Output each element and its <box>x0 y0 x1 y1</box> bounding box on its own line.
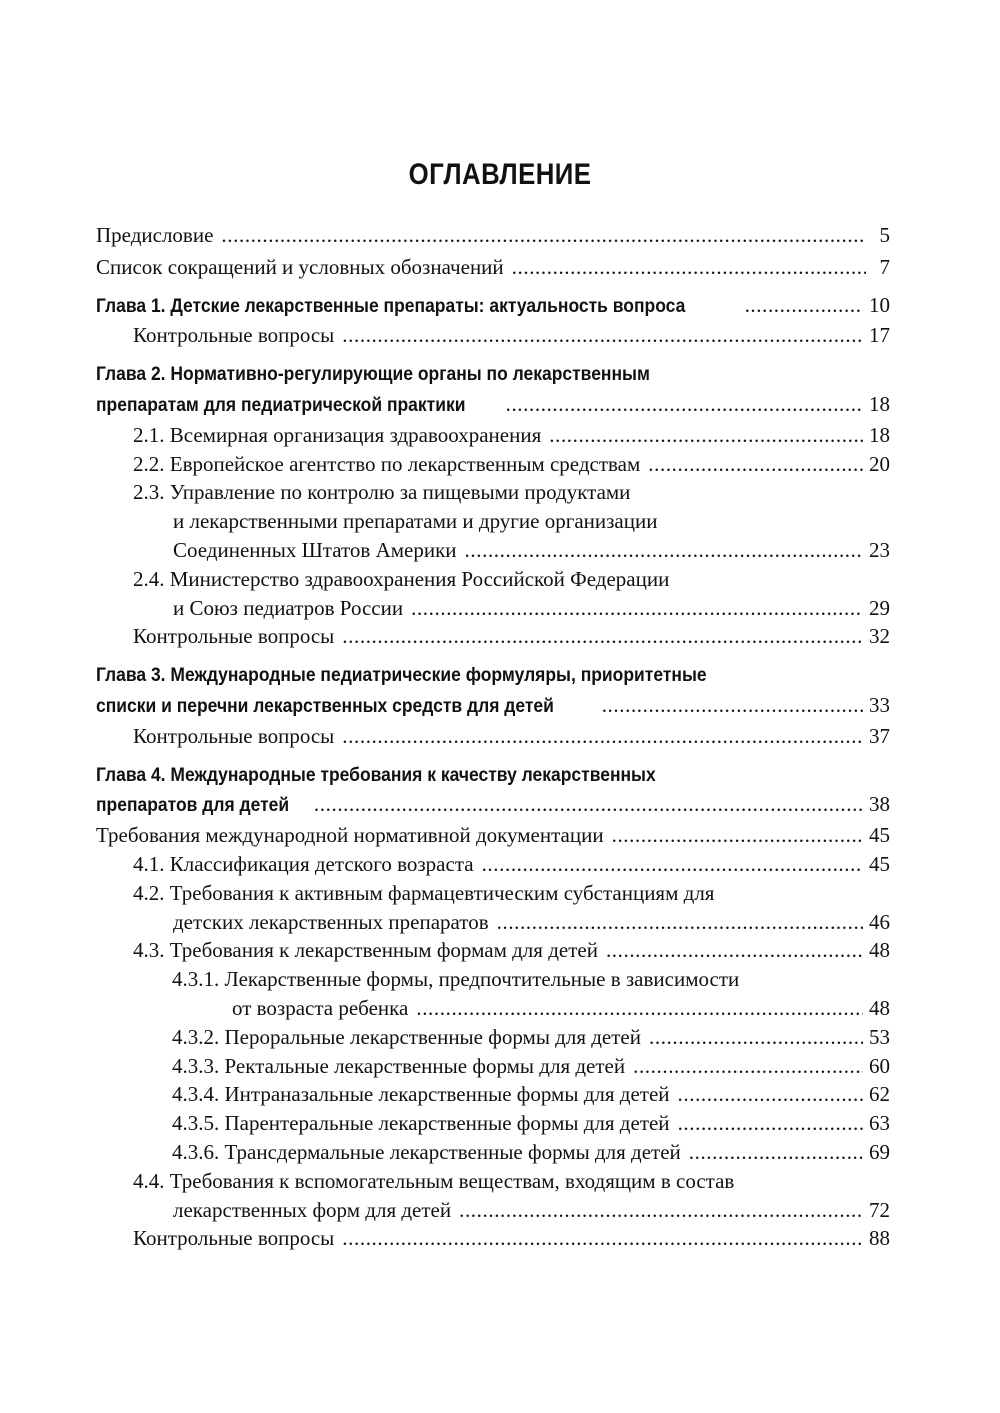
chapter-title-line: списки и перечни лекарственных средств для детей <box>96 695 554 717</box>
leader-dots <box>549 421 863 450</box>
toc-entry-text: 4.3.6. Трансдермальные лекарственные формы для детей <box>172 1139 681 1164</box>
toc-entry-chapter-2-questions[interactable] <box>96 622 890 651</box>
toc-entry-chapter-2[interactable] <box>96 359 890 421</box>
leader-dots <box>512 253 866 282</box>
leader-dots <box>612 821 863 850</box>
page-number: 46 <box>869 909 890 934</box>
chapter-title-line: Глава 4. Международные требования к качеству лекарственных <box>96 764 656 786</box>
page-number: 18 <box>869 391 890 416</box>
toc-entry-text: Предисловие <box>96 223 214 247</box>
toc-entry-section-4-3-5[interactable] <box>96 1109 890 1138</box>
leader-dots <box>649 1023 863 1052</box>
toc-entry-section-4-3-6[interactable] <box>96 1138 890 1167</box>
chapter-title-line: препаратам для педиатрической практики <box>96 394 466 416</box>
page-number: 18 <box>869 422 890 447</box>
toc-entry-chapter-3-questions[interactable] <box>96 722 890 751</box>
page-number: 20 <box>869 451 890 476</box>
leader-dots <box>342 321 863 350</box>
leader-dots <box>678 1080 863 1109</box>
toc-entry-section-4-3-1[interactable] <box>96 965 890 1023</box>
toc-entry-text: 4.2. Требования к активным фармацевтическим субстанциям для <box>133 880 715 905</box>
page-number: 53 <box>869 1024 890 1049</box>
page-number: 63 <box>869 1111 890 1136</box>
page-number: 33 <box>869 692 890 717</box>
page-number: 10 <box>869 292 890 317</box>
toc-entry-text: Требования международной нормативной документации <box>96 823 604 848</box>
toc-entry-text: 4.4. Требования к вспомогательным веществам, входящим в состав <box>133 1168 735 1193</box>
leader-dots <box>689 1138 863 1167</box>
leader-dots <box>678 1109 863 1138</box>
toc-entry-chapter-3[interactable] <box>96 660 890 722</box>
toc-entry-section-4-2[interactable] <box>96 879 890 937</box>
toc-entry-abbreviations[interactable] <box>96 253 890 282</box>
page-number: 38 <box>869 792 890 817</box>
toc-entry-text: детских лекарственных препаратов <box>173 909 489 934</box>
chapter-title-line: препаратов для детей <box>96 795 290 817</box>
page-number: 72 <box>869 1197 890 1222</box>
leader-dots <box>602 691 863 720</box>
leader-dots <box>416 994 863 1023</box>
toc-entry-section-4-3[interactable] <box>96 936 890 965</box>
page-number: 45 <box>869 823 890 848</box>
page-number: 45 <box>869 851 890 876</box>
toc-entry-text: и лекарственными препаратами и другие организации <box>173 509 658 534</box>
toc-entry-section-2-4[interactable] <box>96 565 890 623</box>
leader-dots <box>648 450 863 479</box>
toc-entry-chapter-1-questions[interactable] <box>96 321 890 350</box>
chapter-title-line: Глава 3. Международные педиатрические формуляры, приоритетные <box>96 665 707 687</box>
toc-entry-section-4-3-3[interactable] <box>96 1052 890 1081</box>
toc-entry-requirements[interactable] <box>96 821 890 850</box>
page-number: 48 <box>869 938 890 963</box>
toc-entry-text: Контрольные вопросы <box>133 624 335 649</box>
leader-dots <box>606 936 863 965</box>
leader-dots <box>633 1052 863 1081</box>
toc-entry-text: Список сокращений и условных обозначений <box>96 254 504 279</box>
toc-entry-chapter-4[interactable] <box>96 760 890 822</box>
toc-entry-text: 4.3.5. Парентеральные лекарственные формы для детей <box>172 1111 670 1136</box>
page-number: 88 <box>869 1226 890 1251</box>
leader-dots <box>342 622 863 651</box>
table-of-contents <box>96 221 890 1253</box>
page-number: 60 <box>869 1053 890 1078</box>
toc-entry-text: Соединенных Штатов Америки <box>173 537 457 562</box>
toc-entry-chapter-4-questions[interactable] <box>96 1224 890 1253</box>
leader-dots <box>411 594 863 623</box>
page-number: 23 <box>869 537 890 562</box>
toc-entry-text: Контрольные вопросы <box>133 723 335 748</box>
toc-entry-section-4-4[interactable] <box>96 1167 890 1225</box>
page-number: 37 <box>869 723 890 748</box>
leader-dots <box>506 390 863 419</box>
toc-entry-section-4-1[interactable] <box>96 850 890 879</box>
toc-entry-text: 4.1. Классификация детского возраста <box>133 851 474 876</box>
toc-entry-text: от возраста ребенка <box>232 995 409 1020</box>
chapter-title: Глава 1. Детские лекарственные препараты: актуальность вопроса <box>96 295 686 317</box>
leader-dots <box>497 908 863 937</box>
toc-entry-section-2-3[interactable] <box>96 478 890 564</box>
toc-entry-text: 2.4. Министерство здравоохранения Российской Федерации <box>133 566 670 591</box>
toc-entry-text: 4.3.3. Ректальные лекарственные формы для детей <box>172 1053 626 1078</box>
toc-entry-chapter-1[interactable] <box>96 291 890 322</box>
toc-entry-text: Контрольные вопросы <box>133 1226 335 1251</box>
toc-entry-section-2-1[interactable] <box>96 421 890 450</box>
page-title: ОГЛАВЛЕНИЕ <box>408 158 592 191</box>
toc-entry-text: лекарственных форм для детей <box>173 1197 452 1222</box>
leader-dots <box>465 536 863 565</box>
toc-entry-text: 4.3.4. Интраназальные лекарственные формы для детей <box>172 1082 670 1107</box>
toc-entry-text: 4.3.2. Пероральные лекарственные формы для детей <box>172 1024 641 1049</box>
page-number: 5 <box>879 223 890 247</box>
toc-entry-preface[interactable] <box>96 221 890 250</box>
toc-entry-section-4-3-4[interactable] <box>96 1080 890 1109</box>
leader-dots <box>221 221 866 250</box>
leader-dots <box>745 291 863 320</box>
leader-dots <box>482 850 863 879</box>
page-number: 32 <box>869 624 890 649</box>
chapter-title-line: Глава 2. Нормативно-регулирующие органы по лекарственным <box>96 364 650 386</box>
page-number: 69 <box>869 1139 890 1164</box>
leader-dots <box>342 722 863 751</box>
leader-dots <box>459 1196 863 1225</box>
toc-entry-text: 2.1. Всемирная организация здравоохранения <box>133 422 542 447</box>
leader-dots <box>314 790 863 819</box>
page-number: 62 <box>869 1082 890 1107</box>
leader-dots <box>342 1224 863 1253</box>
page-number: 48 <box>869 995 890 1020</box>
toc-entry-text: 4.3.1. Лекарственные формы, предпочтительные в зависимости <box>172 967 740 992</box>
toc-entry-text: и Союз педиатров России <box>173 595 404 620</box>
toc-entry-text: 4.3. Требования к лекарственным формам для детей <box>133 938 598 963</box>
page-number: 29 <box>869 595 890 620</box>
page-number: 17 <box>869 323 890 348</box>
toc-entry-section-2-2[interactable] <box>96 450 890 479</box>
toc-entry-text: 2.3. Управление по контролю за пищевыми продуктами <box>133 480 631 505</box>
toc-entry-section-4-3-2[interactable] <box>96 1023 890 1052</box>
toc-entry-text: 2.2. Европейское агентство по лекарственным средствам <box>133 451 641 476</box>
page-number: 7 <box>879 254 890 279</box>
toc-entry-text: Контрольные вопросы <box>133 323 335 348</box>
